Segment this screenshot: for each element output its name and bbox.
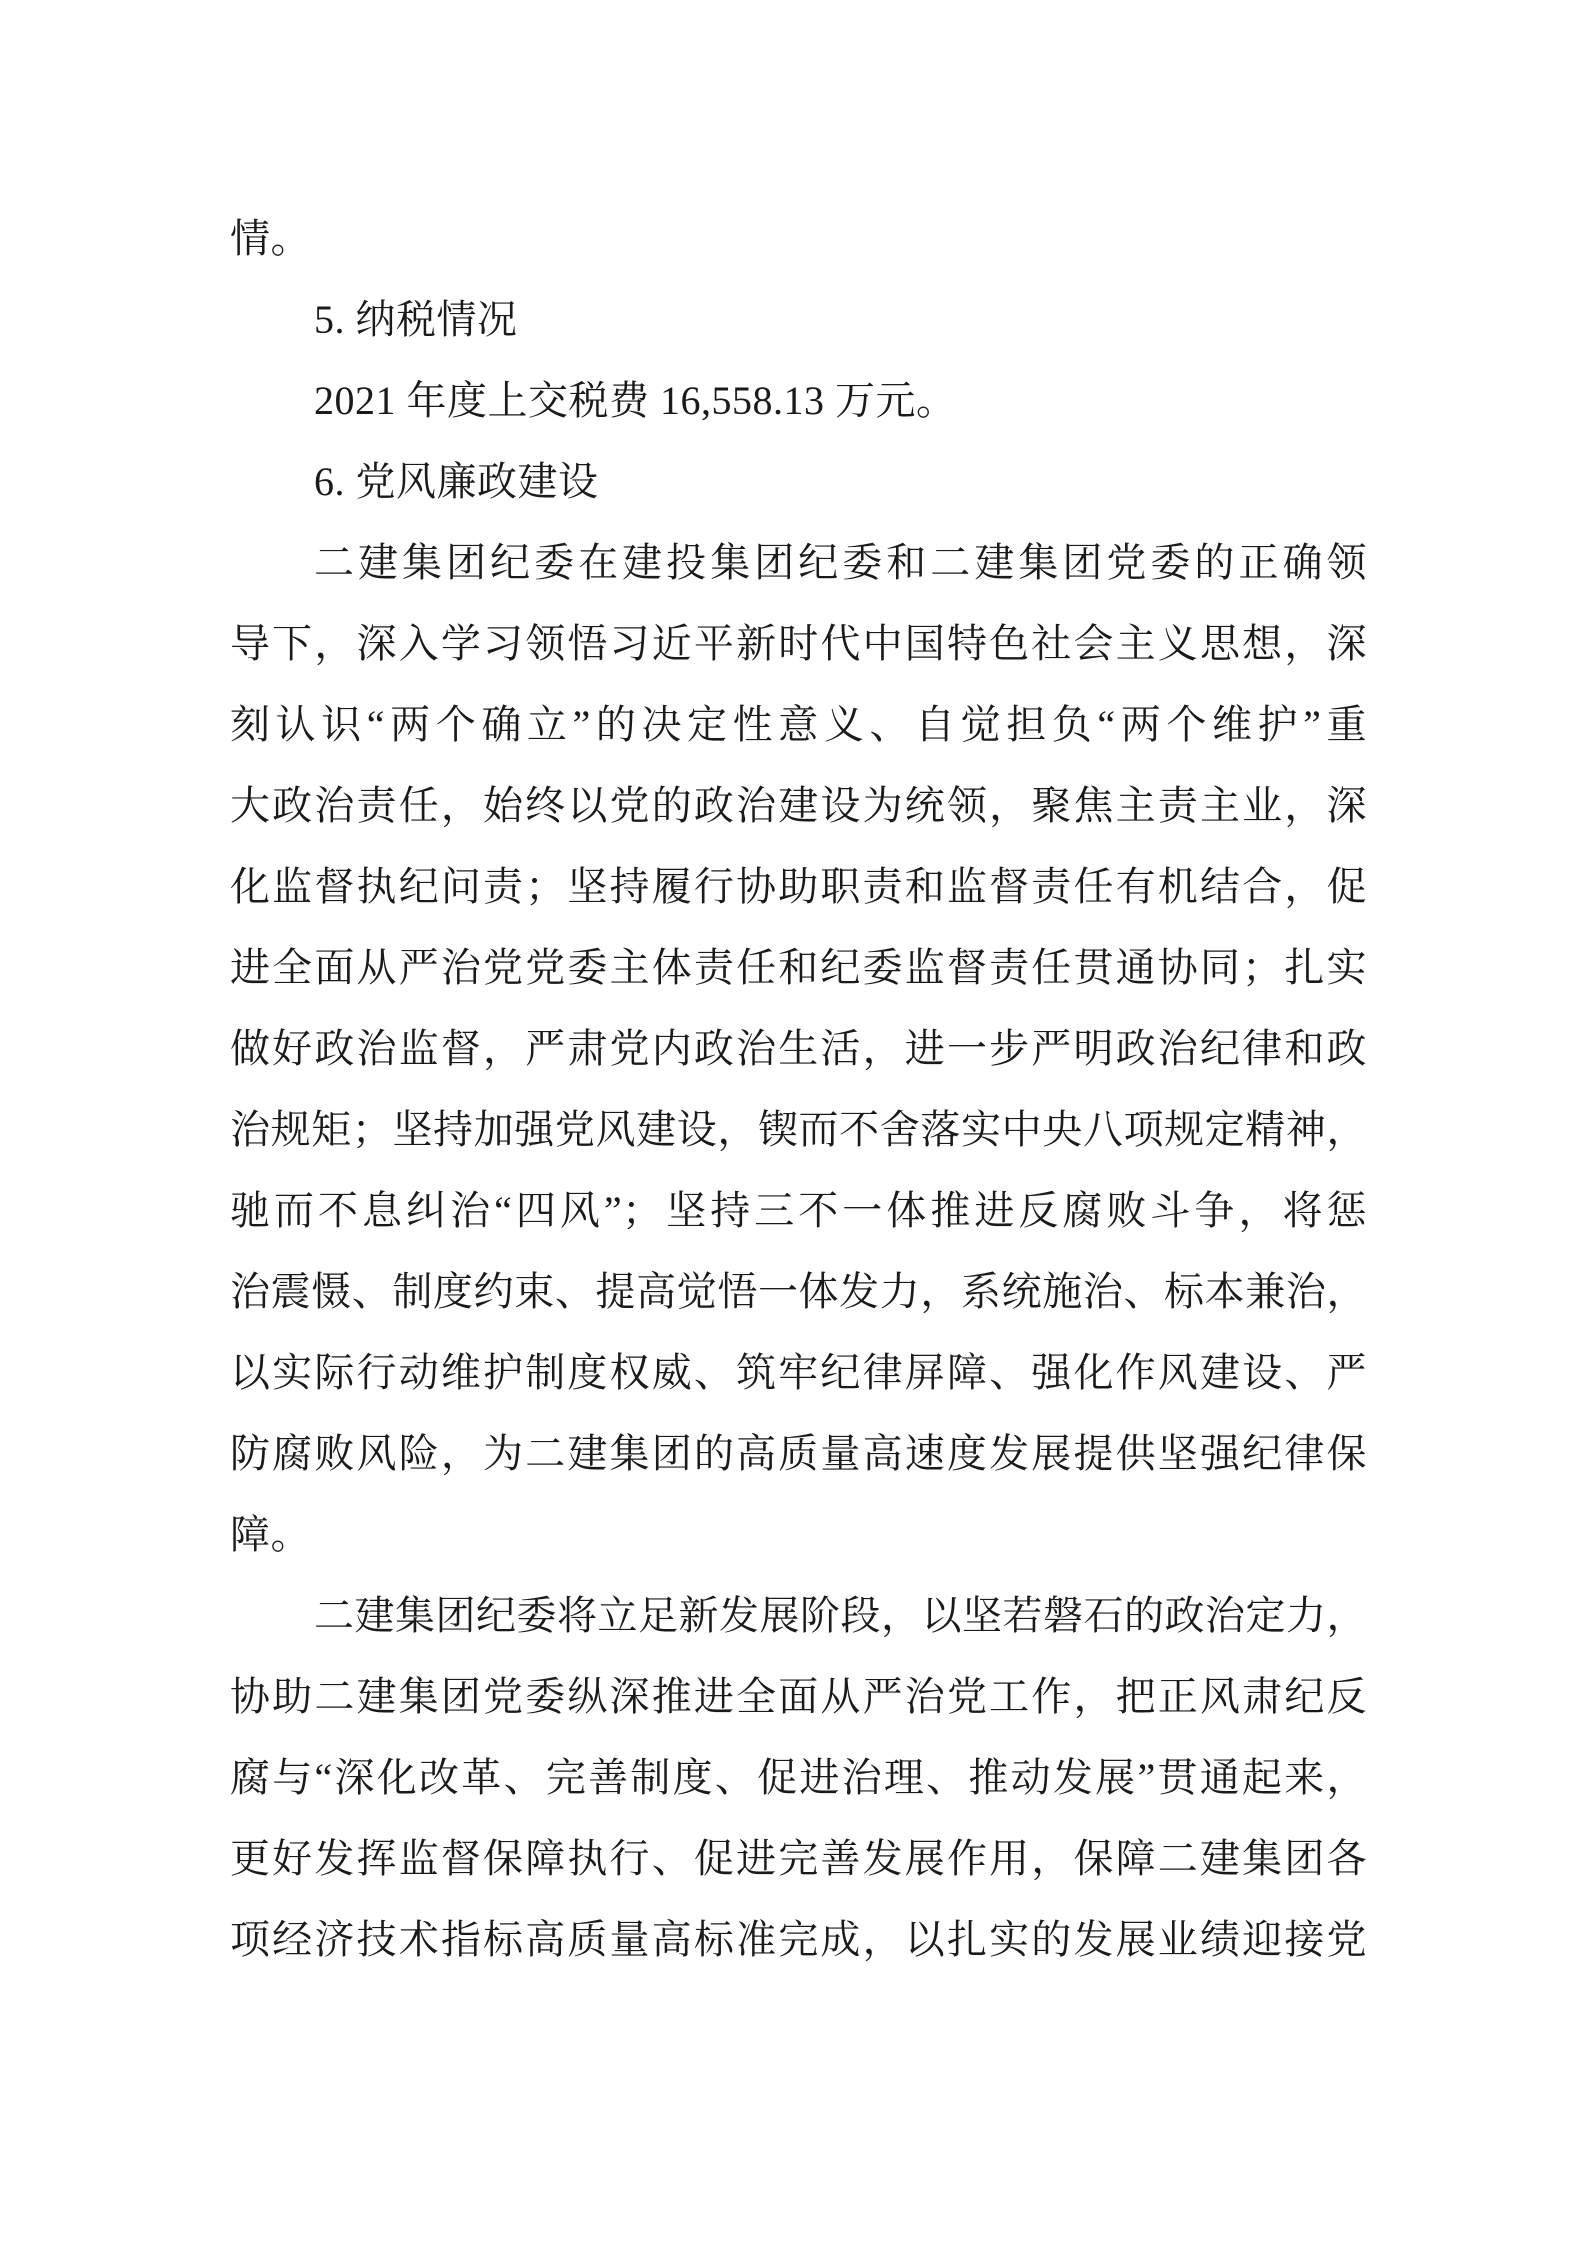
text-line: 化监督执纪问责；坚持履行协助职责和监督责任有机结合，促 (230, 864, 1367, 909)
text-line: 治震慑、制度约束、提高觉悟一体发力，系统施治、标本兼治， (230, 1269, 1367, 1314)
text-line: 更好发挥监督保障执行、促进完善发展作用，保障二建集团各 (230, 1836, 1367, 1881)
text-line-tax-amount: 2021 年度上交税费 16,558.13 万元。 (314, 378, 957, 423)
text-line: 二建集团纪委将立足新发展阶段，以坚若磐石的政治定力， (314, 1593, 1367, 1638)
document-text-block (230, 198, 1367, 1980)
text-line: 导下，深入学习领悟习近平新时代中国特色社会主义思想，深 (230, 621, 1367, 666)
text-line: 治规矩；坚持加强党风建设，锲而不舍落实中央八项规定精神， (230, 1107, 1367, 1152)
text-line: 驰而不息纠治“四风”；坚持三不一体推进反腐败斗争，将惩 (230, 1188, 1367, 1233)
text-line: 项经济技术指标高质量高标准完成，以扎实的发展业绩迎接党 (230, 1917, 1367, 1962)
text-line-paragraph-tail: 障。 (230, 1512, 311, 1557)
text-line: 大政治责任，始终以党的政治建设为统领，聚焦主责主业，深 (230, 783, 1367, 828)
text-line: 二建集团纪委在建投集团纪委和二建集团党委的正确领 (314, 540, 1367, 585)
text-line: 刻认识“两个确立”的决定性意义、自觉担负“两个维护”重 (230, 702, 1367, 747)
text-line: 协助二建集团党委纵深推进全面从严治党工作，把正风肃纪反 (230, 1674, 1367, 1719)
text-line-paragraph-tail: 情。 (230, 216, 311, 261)
text-line: 做好政治监督，严肃党内政治生活，进一步严明政治纪律和政 (230, 1026, 1367, 1071)
text-line: 以实际行动维护制度权威、筑牢纪律屏障、强化作风建设、严 (230, 1350, 1367, 1395)
text-line: 进全面从严治党党委主体责任和纪委监督责任贯通协同；扎实 (230, 945, 1367, 990)
text-line: 防腐败风险，为二建集团的高质量高速度发展提供坚强纪律保 (230, 1431, 1367, 1476)
section-heading-tax: 5. 纳税情况 (314, 297, 518, 342)
section-heading-party: 6. 党风廉政建设 (314, 459, 599, 504)
text-line: 腐与“深化改革、完善制度、促进治理、推动发展”贯通起来， (230, 1755, 1367, 1800)
